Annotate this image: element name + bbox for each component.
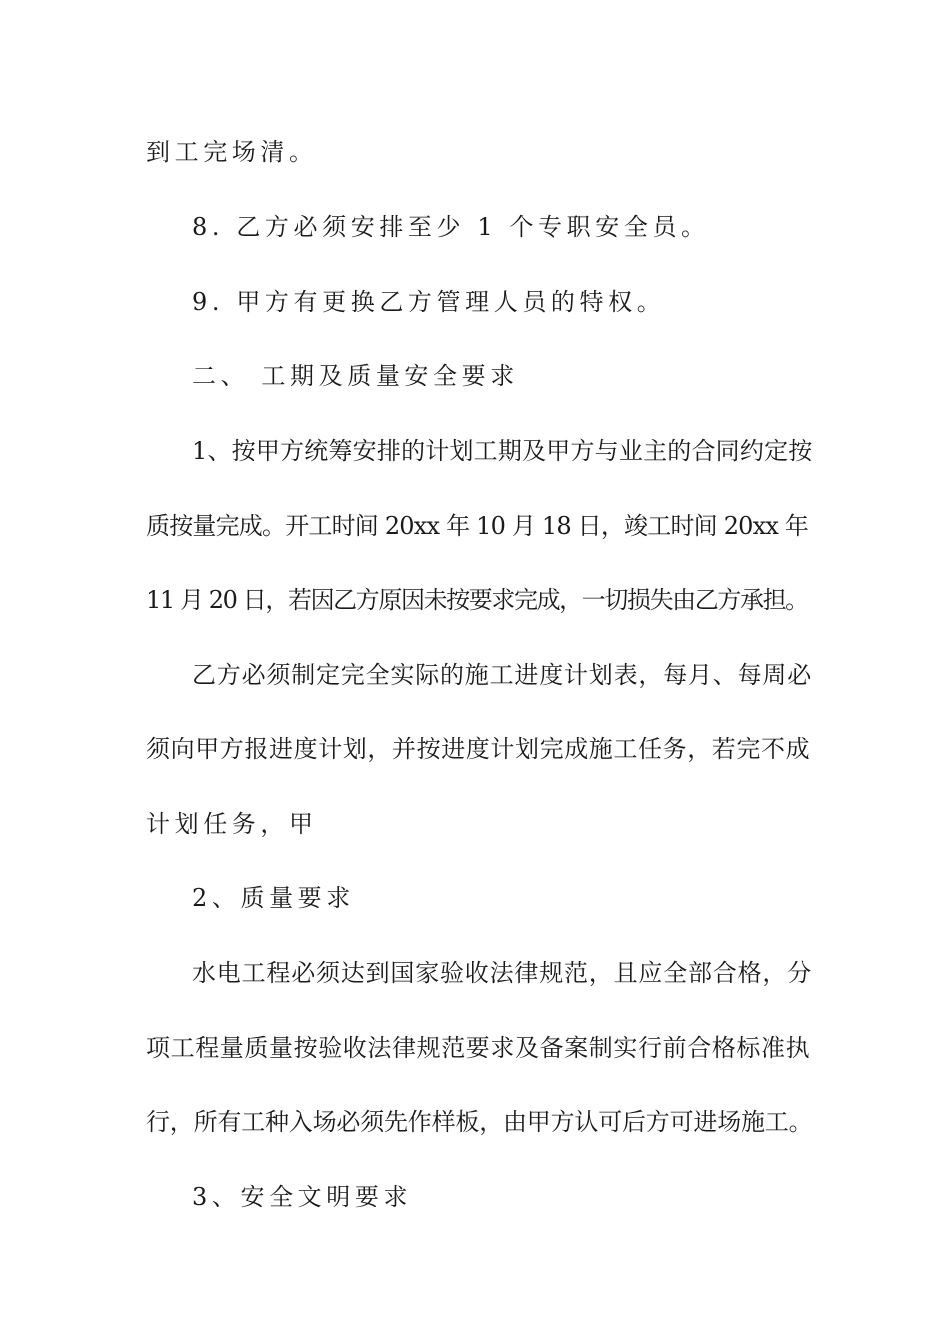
text-line: 行，所有工种入场必须先作样板，由甲方认可后方可进场施工。 [146,1108,813,1136]
text-line: 质按量完成。开工时间 20xx 年 10 月 18 日，竣工时间 20xx 年 [146,512,809,540]
text-line: 9. 甲方有更换乙方管理人员的特权。 [192,288,666,316]
text-line: 水电工程必须达到国家验收法律规范，且应全部合格，分 [192,959,812,987]
text-line: 须向甲方报进度计划，并按进度计划完成施工任务，若完不成 [146,735,811,763]
text-line: 到工完场清。 [146,138,318,166]
subsection-heading: 2、质量要求 [192,884,355,912]
text-line: 8. 乙方必须安排至少 1 个专职安全员。 [192,213,710,241]
text-line: 11 月 20 日，若因乙方原因未按要求完成，一切损失由乙方承担。 [146,586,808,614]
text-line: 计划任务，甲 [146,810,318,838]
text-line: 乙方必须制定完全实际的施工进度计划表，每月、每周必 [192,661,812,689]
text-line: 1、按甲方统筹安排的计划工期及甲方与业主的合同约定按 [192,437,813,465]
text-line: 项工程量质量按验收法律规范要求及备案制实行前合格标准执 [146,1034,811,1062]
subsection-heading: 3、安全文明要求 [192,1183,413,1211]
section-heading: 二、 工期及质量安全要求 [192,362,519,390]
